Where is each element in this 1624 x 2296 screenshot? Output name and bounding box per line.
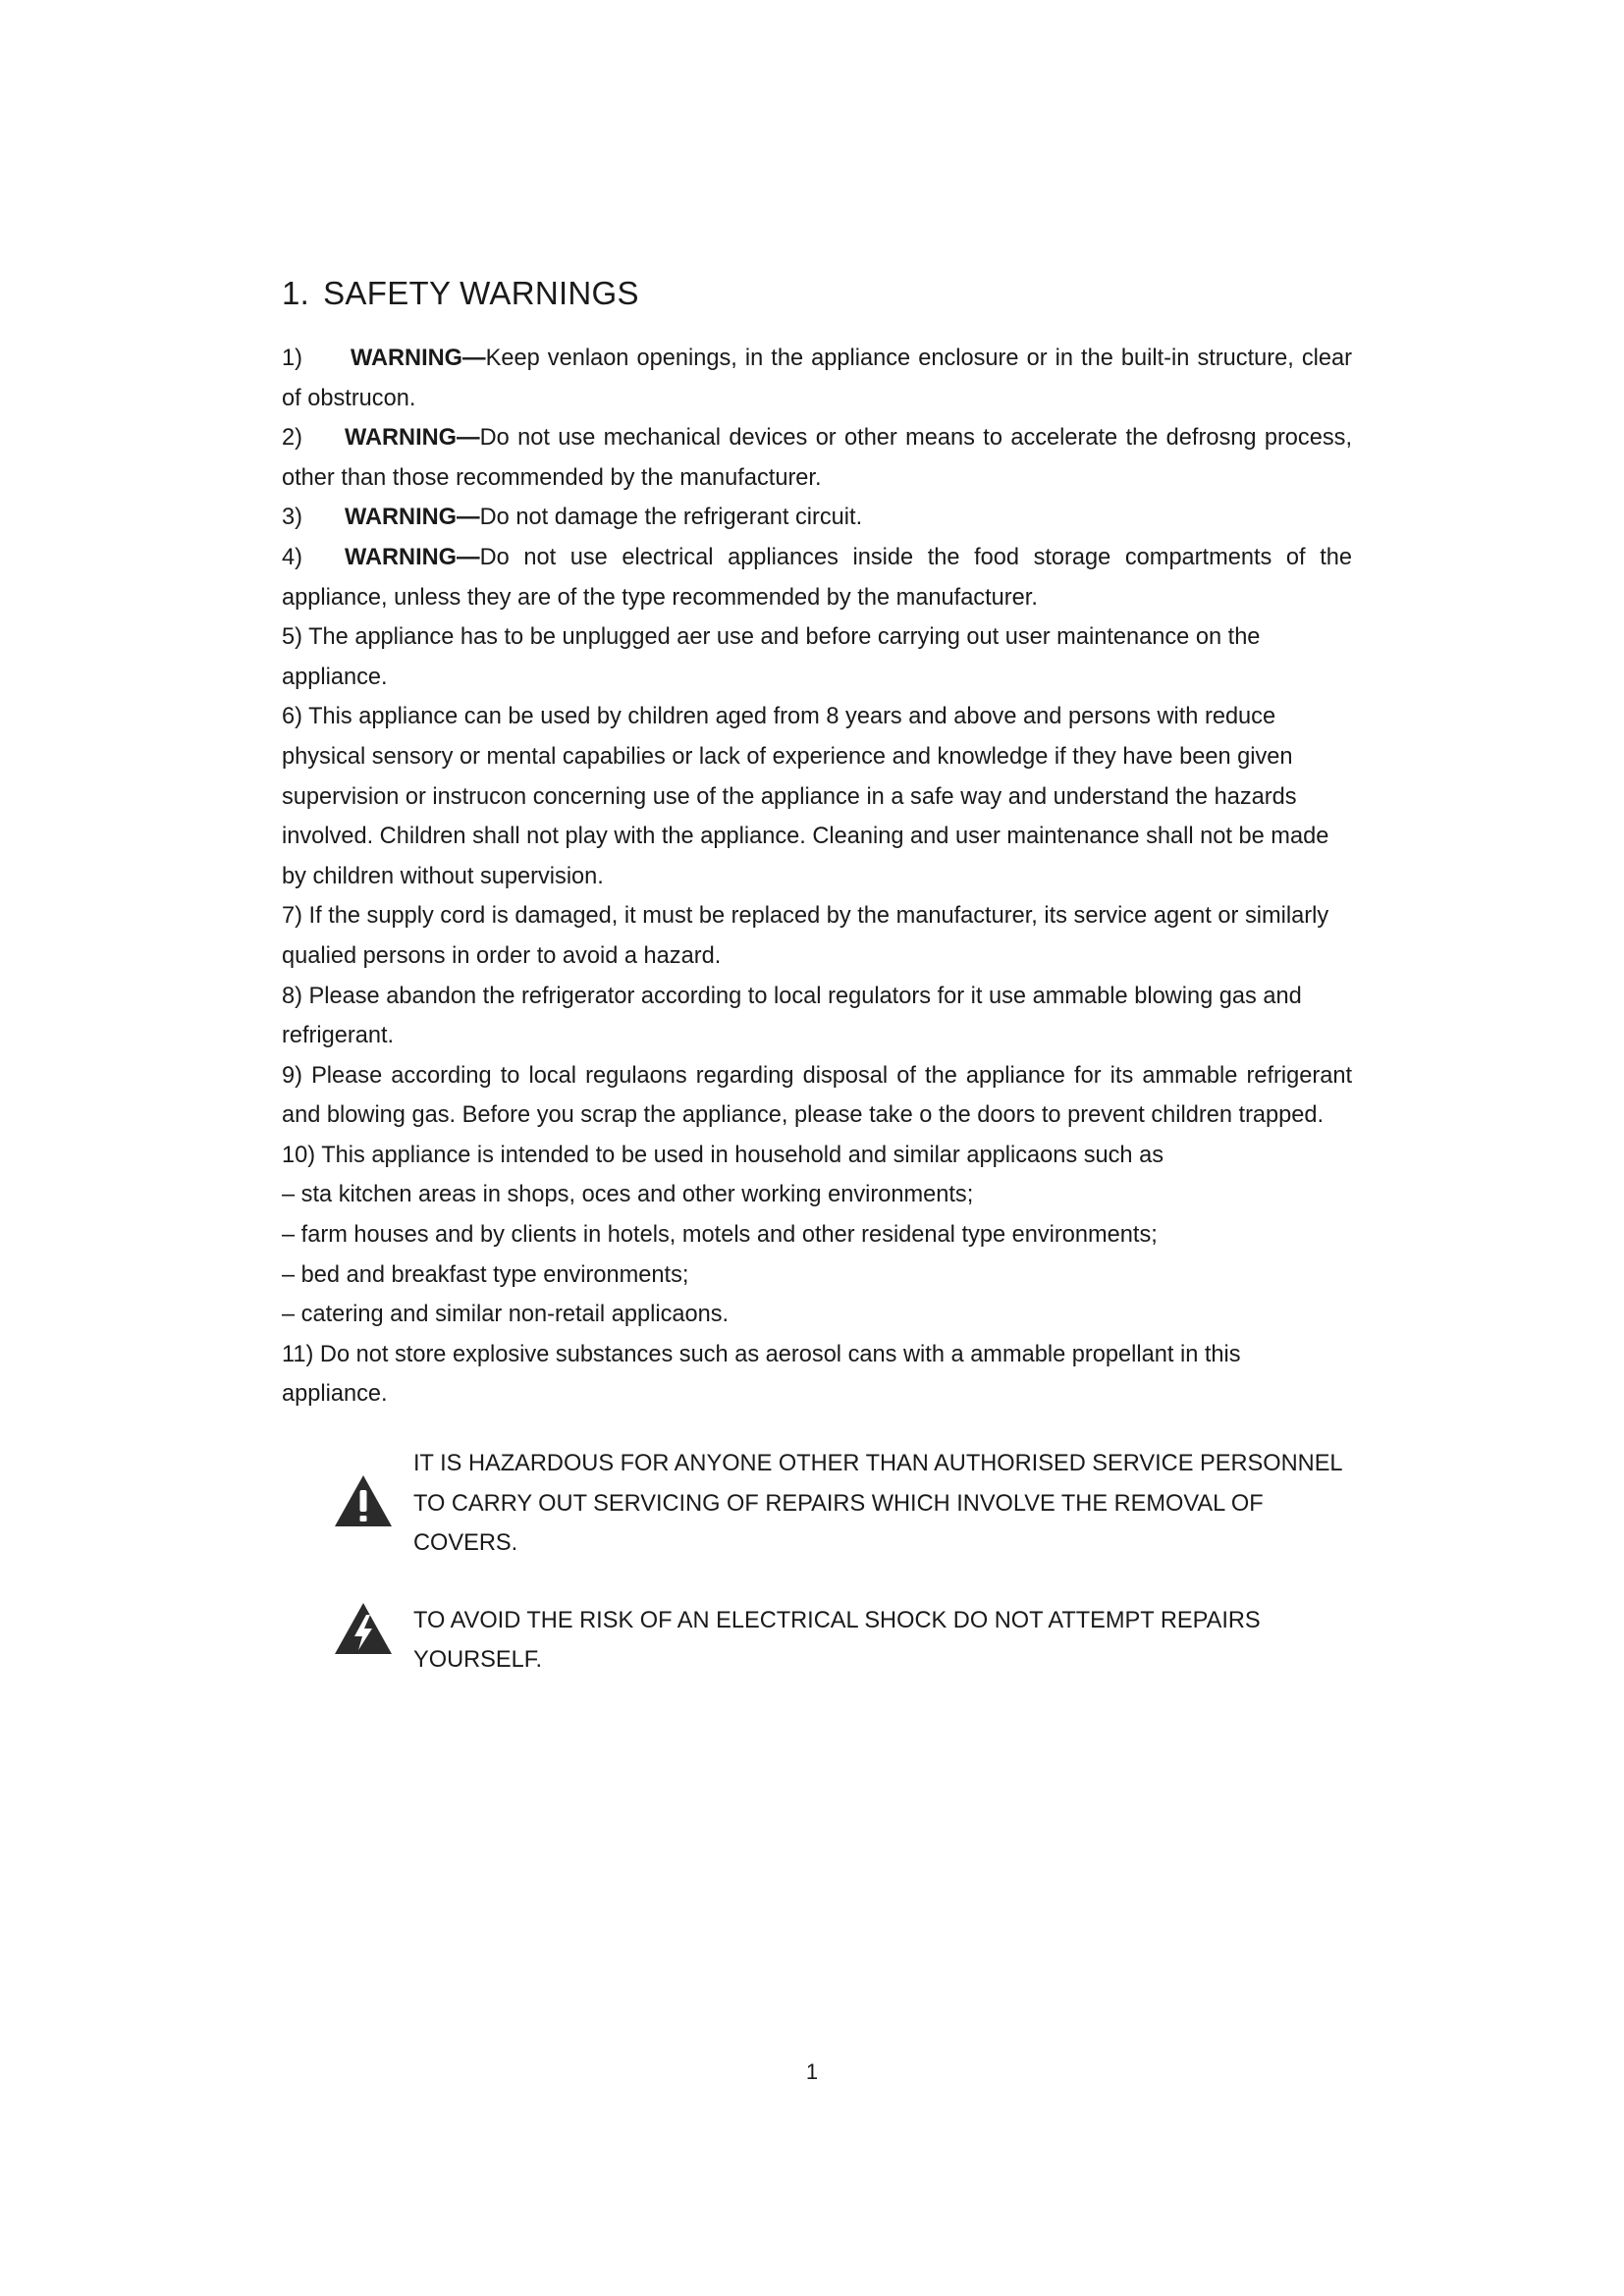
warning-label: WARNING— xyxy=(351,346,486,371)
list-item xyxy=(282,697,1352,896)
hazard-notices xyxy=(333,1444,1352,1681)
warnings-list xyxy=(282,339,1352,1415)
item-text: 11) Do not store explosive substances such as aerosol cans with a ammable propellant in this appliance. xyxy=(282,1341,1241,1408)
item-text: 5) The appliance has to be unplugged aer use and before carrying out user maintenance on the appliance. xyxy=(282,624,1261,690)
item-text: Do not damage the refrigerant circuit. xyxy=(479,505,863,531)
section-heading xyxy=(282,270,1352,317)
item-number: 2) xyxy=(282,425,302,452)
item-text: 9) Please according to local regulaons regarding disposal of the appliance for its ammable refrigerant and blowing gas. Before you scrap the appliance, please take o the doors to prevent children trapped. xyxy=(282,1062,1352,1129)
hazard-notice xyxy=(333,1601,1352,1681)
notice-text: TO AVOID THE RISK OF AN ELECTRICAL SHOCK DO NOT ATTEMPT REPAIRS YOURSELF. xyxy=(413,1607,1261,1674)
list-item xyxy=(282,498,1352,538)
bullet-item: – catering and similar non-retail applicaons. xyxy=(282,1302,730,1328)
item-number: 3) xyxy=(282,505,302,531)
list-item xyxy=(282,896,1352,976)
page-content xyxy=(282,270,1352,1681)
list-item xyxy=(282,1056,1352,1136)
list-item xyxy=(282,1136,1352,1176)
bullet-item: – sta kitchen areas in shops, oces and other working environments; xyxy=(282,1182,974,1208)
hazard-notice xyxy=(333,1444,1352,1564)
item-number: 4) xyxy=(282,544,302,570)
item-number: 1) xyxy=(282,346,302,371)
item-text: 10) This appliance is intended to be used in household and similar applicaons such as xyxy=(282,1142,1164,1168)
item-text: Keep venlaon openings, in the appliance enclosure or in the built-in structure, clear of obstrucon. xyxy=(282,346,1352,411)
warning-label: WARNING— xyxy=(345,425,480,452)
bullet-item: – bed and breakfast type environments; xyxy=(282,1261,689,1288)
section-title: SAFETY WARNINGS xyxy=(323,275,639,311)
list-item xyxy=(282,339,1352,418)
electric-shock-warning-icon xyxy=(333,1601,394,1656)
section-number: 1. xyxy=(282,275,310,311)
bullet-item: – farm houses and by clients in hotels, motels and other residenal type environments; xyxy=(282,1222,1158,1249)
item-text: Do not use electrical appliances inside the food storage compartments of the appliance, unless they are of the type recommended by the manufacturer. xyxy=(282,544,1352,611)
list-item xyxy=(282,977,1352,1056)
warning-label: WARNING— xyxy=(345,544,480,570)
page-number: 1 xyxy=(805,2059,819,2084)
item-text: 8) Please abandon the refrigerator according to local regulators for it use ammable blowing gas and refrigerant. xyxy=(282,983,1302,1049)
notice-text: IT IS HAZARDOUS FOR ANYONE OTHER THAN AUTHORISED SERVICE PERSONNEL TO CARRY OUT SERVICING OF REPAIRS WHICH INVOLVE THE REMOVAL OF COVERS. xyxy=(413,1451,1342,1557)
list-item xyxy=(282,617,1352,697)
exclamation-warning-icon xyxy=(333,1473,394,1528)
item-text: Do not use mechanical devices or other means to accelerate the defrosng process, other than those recommended by the manufacturer. xyxy=(282,425,1352,491)
list-item xyxy=(282,538,1352,617)
item-text: 6) This appliance can be used by children aged from 8 years and above and persons with reduce physical sensory or mental capabilies or lack of experience and knowledge if they have been given supervision or instrucon concerning use of the appliance in a safe way and understand the hazards involved. Children shall not play with the appliance. Cleaning and user maintenance shall not be made by children without supervision. xyxy=(282,704,1329,889)
warning-label: WARNING— xyxy=(345,505,480,531)
item-text: 7) If the supply cord is damaged, it must be replaced by the manufacturer, its service agent or similarly qualied persons in order to avoid a hazard. xyxy=(282,903,1329,969)
list-item xyxy=(282,418,1352,498)
list-item xyxy=(282,1335,1352,1415)
